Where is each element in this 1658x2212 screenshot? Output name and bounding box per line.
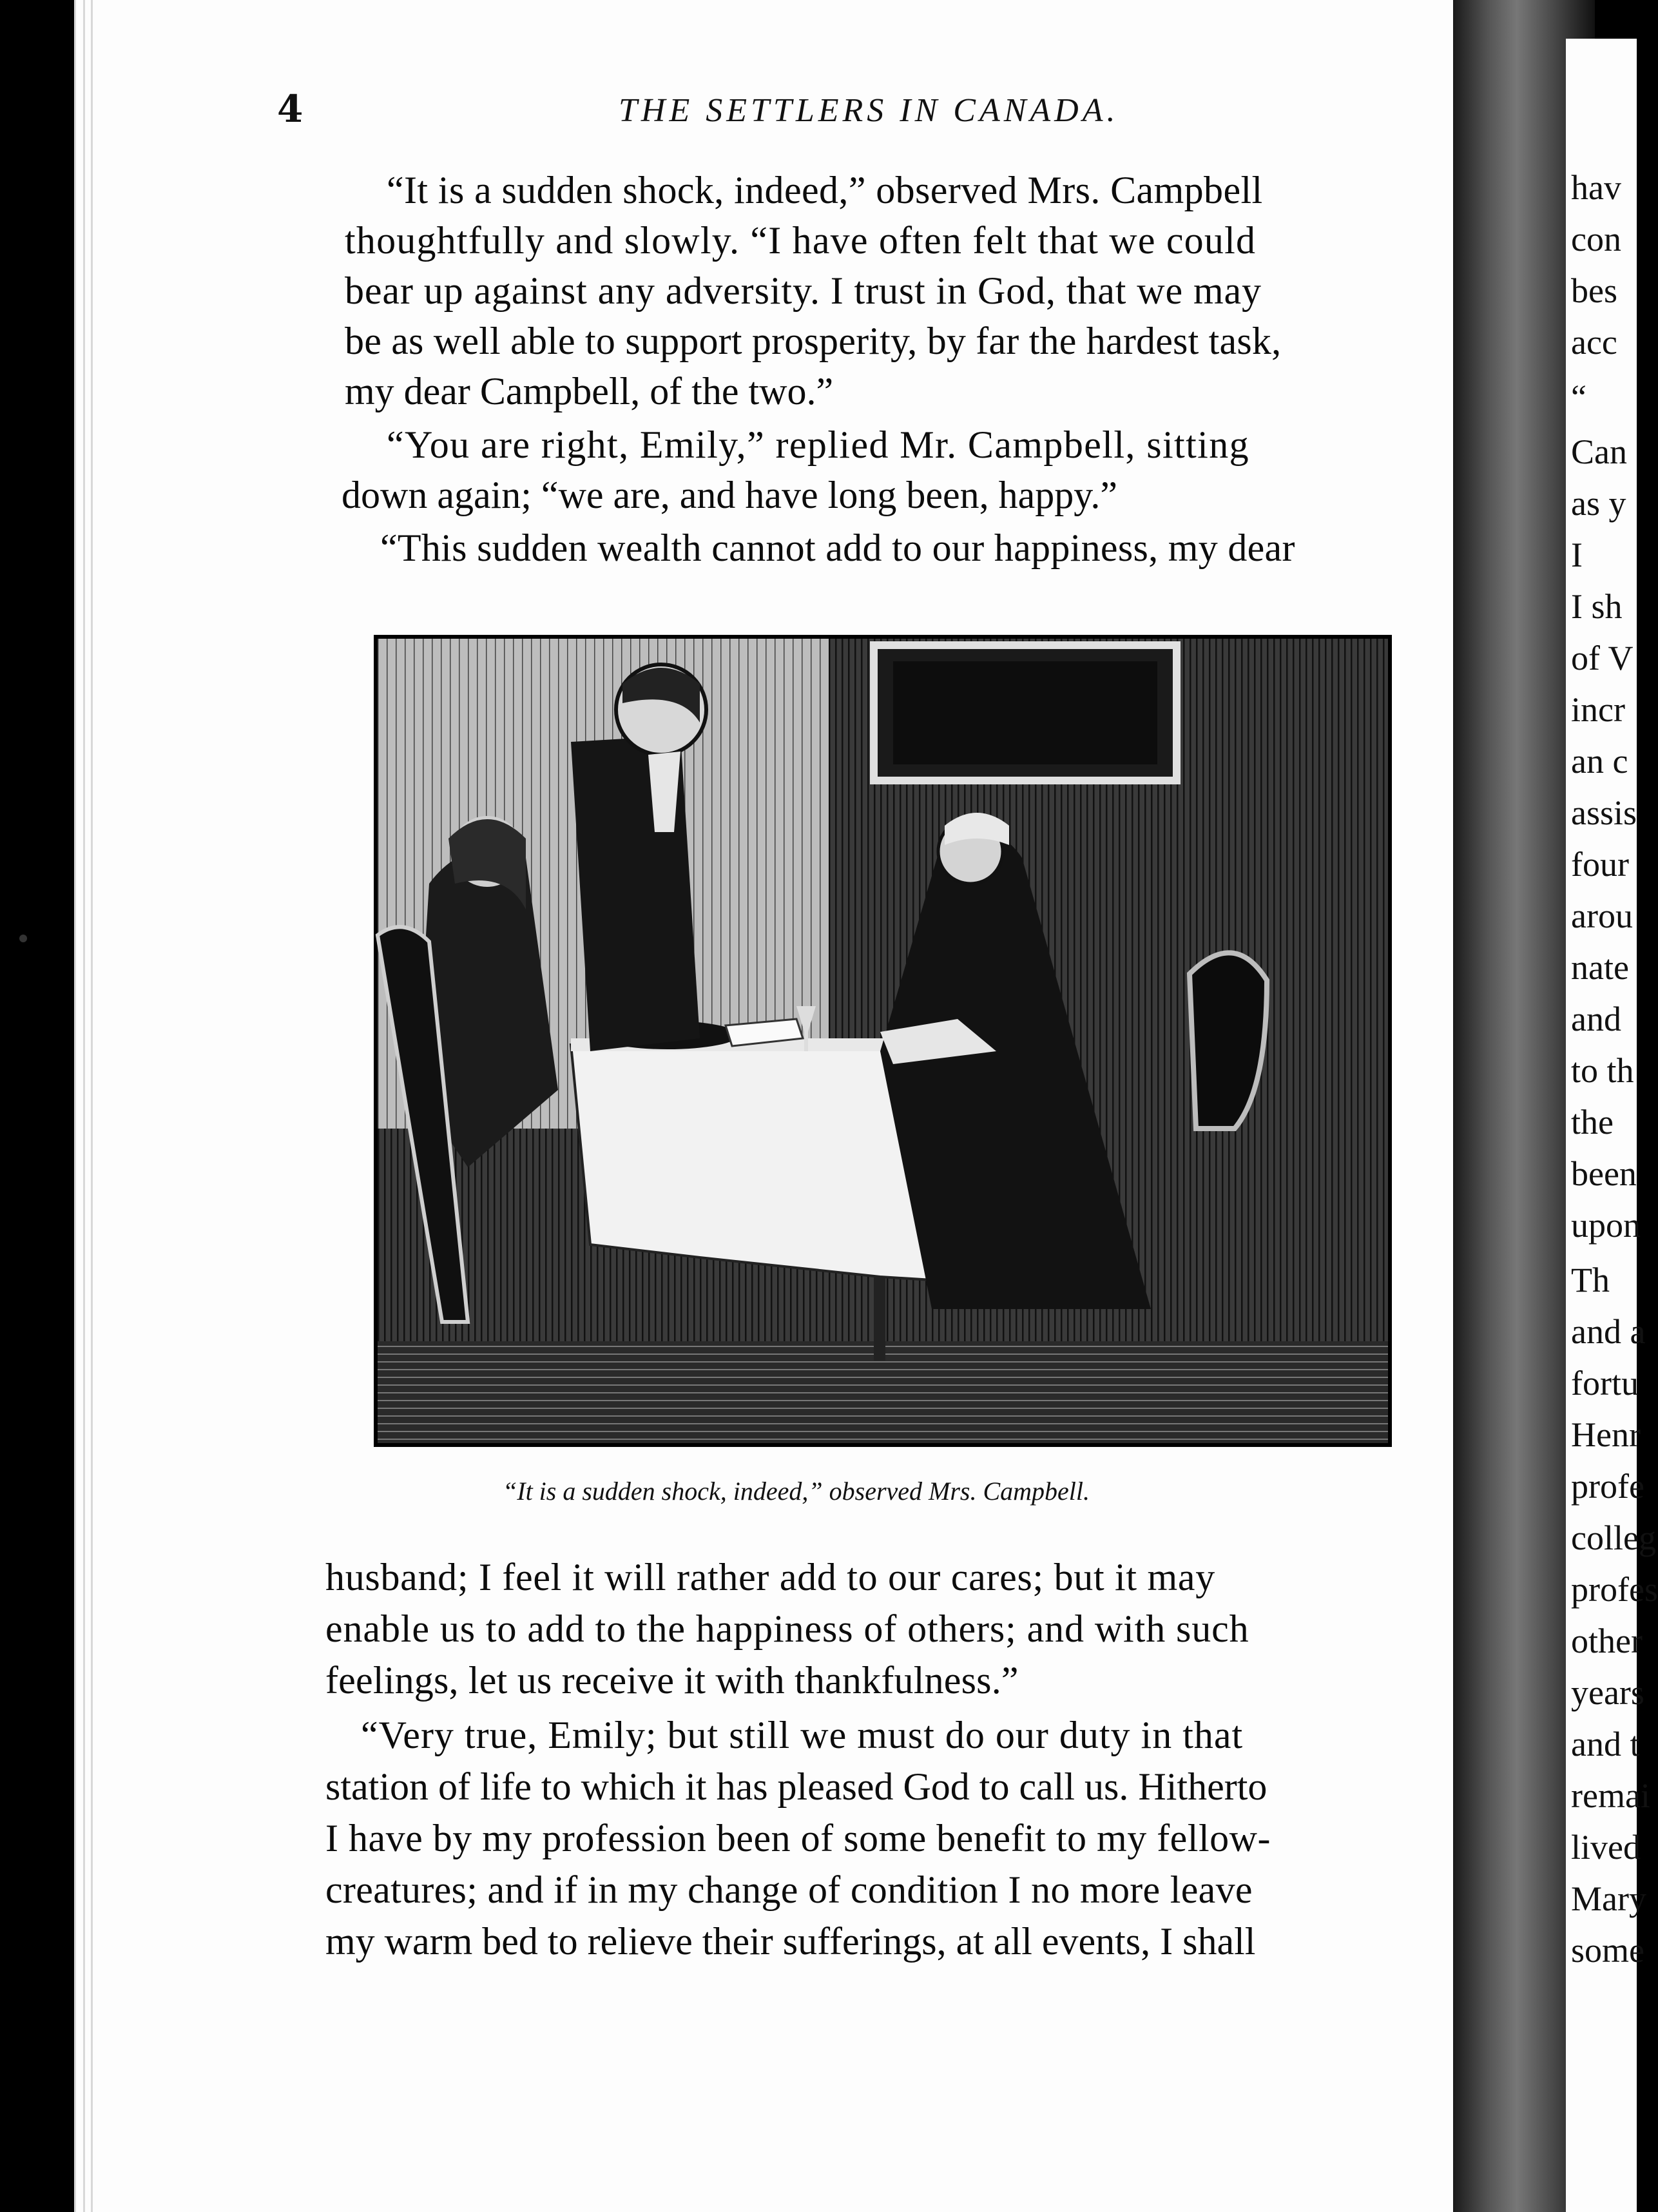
facing-page-fragment: Th: [1571, 1261, 1610, 1299]
facing-page-fragment: bes: [1571, 271, 1617, 310]
facing-page-fragment: the: [1571, 1103, 1614, 1141]
facing-page-fragment: acc: [1571, 323, 1617, 362]
facing-page-fragment: Henr: [1571, 1415, 1641, 1454]
text-line: my warm bed to relieve their sufferings, at all events, I shall: [325, 1920, 1256, 1963]
facing-page-fragment: and a: [1571, 1312, 1646, 1351]
facing-page-fragment: an c: [1571, 742, 1628, 781]
facing-page-fragment: and t: [1571, 1725, 1640, 1763]
facing-page-fragment: hav: [1571, 168, 1621, 207]
facing-page-fragment: assis: [1571, 793, 1637, 832]
facing-page-fragment: I sh: [1571, 587, 1623, 626]
illustration-caption: “It is a sudden shock, indeed,” observed Mrs. Campbell.: [503, 1477, 1090, 1506]
facing-page-fragment: been: [1571, 1154, 1637, 1193]
facing-page-fragment: profes: [1571, 1570, 1658, 1609]
text-line: enable us to add to the happiness of others; and with such: [325, 1607, 1249, 1650]
facing-page-fragment: Can: [1571, 432, 1627, 471]
facing-page-fragment: of V: [1571, 639, 1634, 677]
facing-page-fragment: incr: [1571, 690, 1625, 729]
facing-page-fragment: some: [1571, 1931, 1644, 1970]
text-line: “You are right, Emily,” replied Mr. Campbell, sitting: [387, 423, 1250, 466]
page-edge-line: [74, 0, 76, 2212]
text-line: feelings, let us receive it with thankfulness.”: [325, 1659, 1019, 1702]
facing-page-fragment: to th: [1571, 1051, 1634, 1090]
facing-page-fragment: fortu: [1571, 1364, 1639, 1402]
facing-page-fragment: upon: [1571, 1206, 1641, 1245]
facing-page-fragment: con: [1571, 220, 1621, 258]
text-line: station of life to which it has pleased God to call us. Hitherto: [325, 1765, 1268, 1808]
facing-page-fragment: remai: [1571, 1776, 1650, 1815]
text-line: “Very true, Emily; but still we must do our duty in that: [361, 1714, 1244, 1756]
facing-page: [1566, 39, 1658, 2212]
facing-page-fragment: years: [1571, 1673, 1644, 1712]
text-line: thoughtfully and slowly. “I have often felt that we could: [345, 219, 1257, 262]
facing-page-fragment: I: [1571, 536, 1583, 574]
facing-page-fragment: nate: [1571, 948, 1629, 987]
text-line: husband; I feel it will rather add to our cares; but it may: [325, 1556, 1215, 1598]
text-line: be as well able to support prosperity, by far the hardest task,: [345, 320, 1282, 362]
facing-page-fragment: arou: [1571, 897, 1633, 935]
facing-page-fragment: Mary: [1571, 1879, 1646, 1918]
facing-page-fragment: as y: [1571, 484, 1626, 523]
text-line: bear up against any adversity. I trust in God, that we may: [345, 269, 1262, 312]
facing-page-fragment: and: [1571, 1000, 1621, 1038]
text-line: my dear Campbell, of the two.”: [345, 370, 834, 412]
facing-page-fragment: four: [1571, 845, 1629, 884]
scan-speck: [19, 935, 27, 942]
text-line: “This sudden wealth cannot add to our happiness, my dear: [380, 527, 1295, 569]
facing-page-fragment: other: [1571, 1622, 1643, 1660]
running-head: THE SETTLERS IN CANADA.: [619, 92, 1119, 129]
page-number: 4: [277, 87, 304, 131]
text-line: I have by my profession been of some benefit to my fellow-: [325, 1817, 1271, 1859]
page-edge-line: [83, 0, 85, 2212]
engraving-illustration: [374, 635, 1392, 1447]
facing-page-fragment: profe: [1571, 1467, 1644, 1506]
text-line: down again; “we are, and have long been, happy.”: [342, 474, 1117, 516]
facing-page-fragment: colleg: [1571, 1518, 1656, 1557]
text-line: “It is a sudden shock, indeed,” observed Mrs. Campbell: [387, 169, 1263, 211]
text-line: creatures; and if in my change of condition I no more leave: [325, 1868, 1253, 1911]
facing-page-fragment: “: [1571, 378, 1586, 416]
page-edge-line: [91, 0, 93, 2212]
facing-page-fragment: lived: [1571, 1828, 1641, 1867]
